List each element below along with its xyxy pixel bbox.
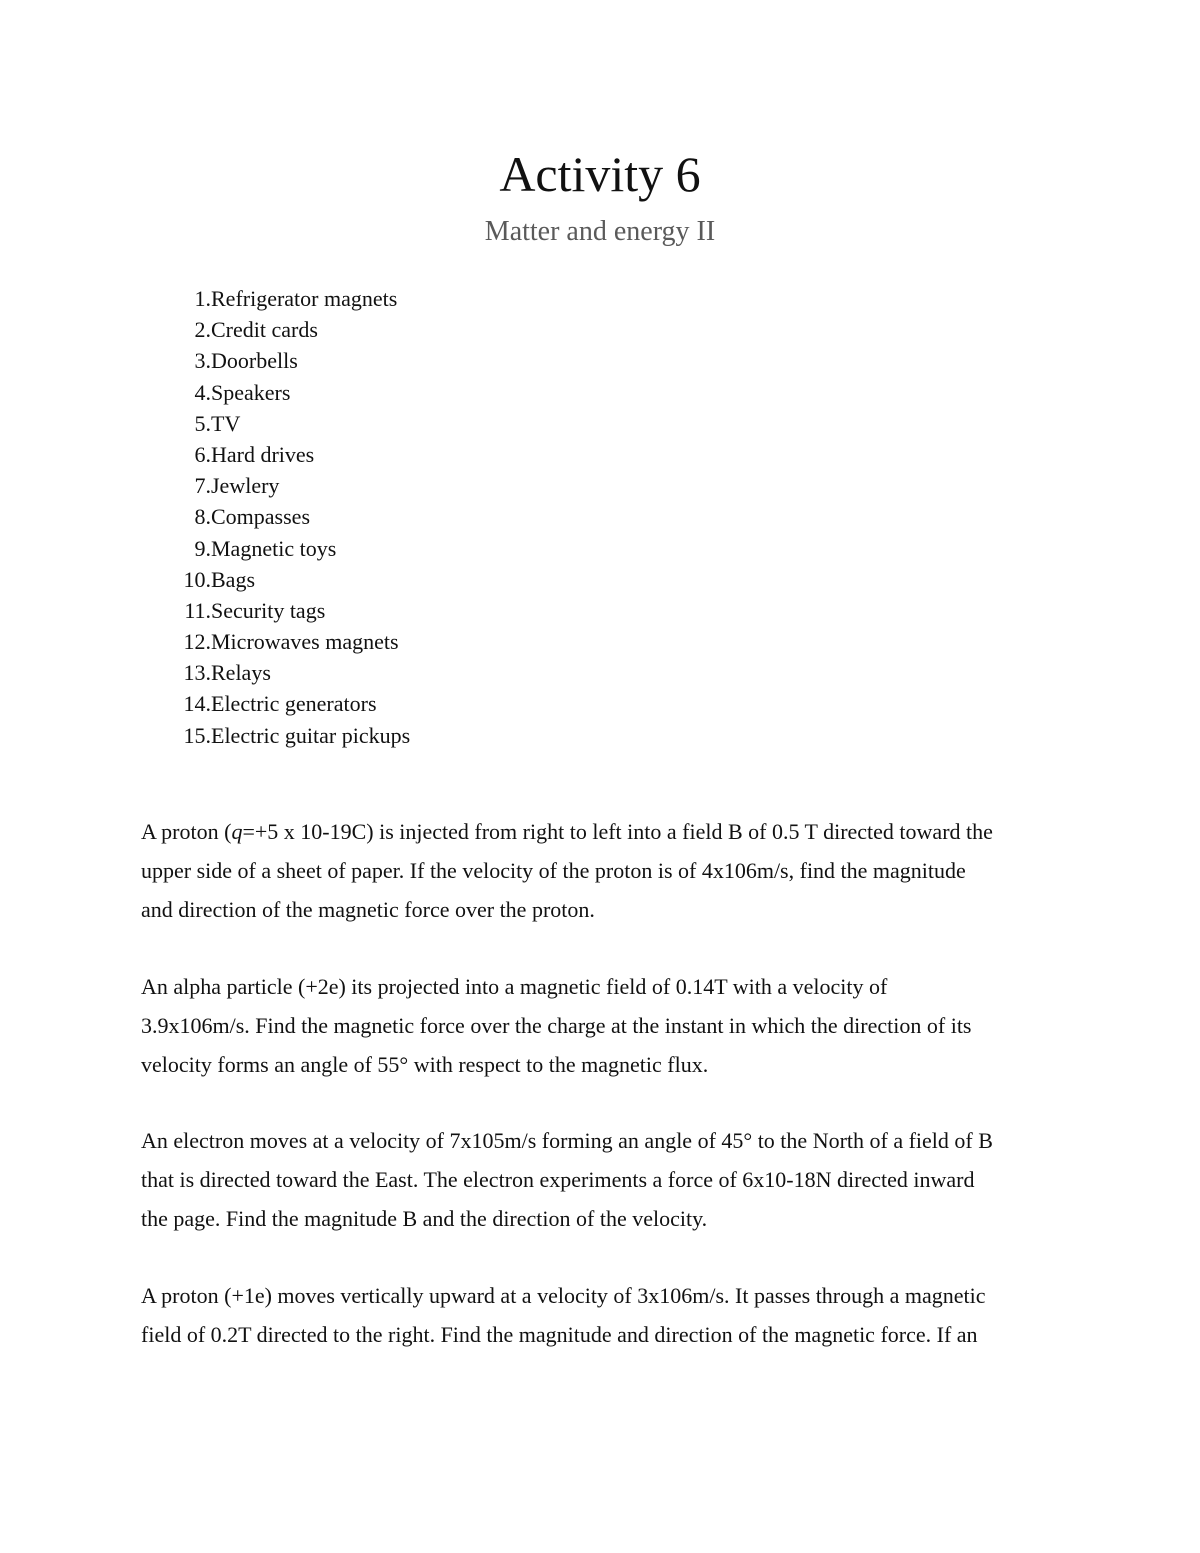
list-item [165,501,410,532]
list-item-number: 4. [194,379,211,405]
list-item-number: 3. [194,348,211,374]
list-item-text: Electric guitar pickups [211,722,411,748]
list-item-text: Speakers [211,379,291,405]
list-item [165,314,410,345]
problem-paragraph-proton [141,813,1071,929]
list-item [165,595,410,626]
paragraph-line: upper side of a sheet of paper. If the velocity of the proton is of 4x106m/s, find the magnitude [141,857,966,883]
list-item [165,283,410,314]
list-item-number: 2. [194,317,211,343]
paragraph-line: An alpha particle (+2e) its projected into a magnetic field of 0.14T with a velocity of [141,974,888,999]
list-item-number: 13. [183,660,211,686]
list-item-text: Bags [211,566,255,592]
list-item-number: 8. [194,504,211,530]
paragraph-line [141,813,1071,852]
problem-paragraph-electron [141,1122,1071,1238]
list-item-number: 7. [194,473,211,499]
list-item [165,657,410,688]
list-item-number: 6. [194,441,211,467]
list-item-text: Magnetic toys [211,535,337,561]
problem-paragraph-proton-upward [141,1277,1071,1355]
page-subtitle: Matter and energy II [484,216,716,247]
list-item-number: 1. [194,286,211,311]
list-item [165,377,410,408]
problem-paragraph-alpha [141,968,1071,1084]
list-item [165,345,410,376]
list-item-text: Credit cards [211,317,318,343]
list-item-text: Electric generators [211,691,377,717]
list-item-text: Relays [211,660,271,686]
list-item-text: Compasses [211,504,310,530]
list-item-text: Microwaves magnets [211,629,399,655]
list-item-number: 14. [183,691,211,717]
paragraph-line: velocity forms an angle of 55° with respect to the magnetic flux. [141,1051,709,1077]
list-item [165,626,410,657]
list-item-number: 12. [183,629,211,655]
list-item-number: 5. [194,410,211,436]
list-item-text: Refrigerator magnets [211,286,398,311]
list-item-number: 10. [183,566,211,592]
list-item [165,439,410,470]
list-item [165,720,410,751]
list-item [165,408,410,439]
list-item [165,533,410,564]
paragraph-line: that is directed toward the East. The electron experiments a force of 6x10-18N directed inward [141,1166,975,1192]
paragraph-line: A proton (+1e) moves vertically upward at a velocity of 3x106m/s. It passes through a magnetic [141,1283,986,1308]
list-item-number: 11. [184,597,211,623]
list-item [165,470,410,501]
magnet-uses-list [165,283,410,751]
italic-charge-symbol: q [231,819,243,844]
paragraph-line: field of 0.2T directed to the right. Find the magnitude and direction of the magnetic force. If an [141,1321,978,1347]
list-item-text: TV [211,410,241,436]
list-item-text: Hard drives [211,441,315,467]
paragraph-line: the page. Find the magnitude B and the direction of the velocity. [141,1205,708,1231]
list-item-text: Security tags [211,597,326,623]
paragraph-line: An electron moves at a velocity of 7x105m/s forming an angle of 45° to the North of a field of B [141,1128,993,1153]
paragraph-line: 3.9x106m/s. Find the magnetic force over the charge at the instant in which the direction of its [141,1012,972,1038]
list-item-number: 9. [194,535,211,561]
list-item-number: 15. [183,722,211,748]
text-run: A proton ( [141,819,232,844]
list-item [165,564,410,595]
text-run: =+5 x 10-19C) is injected from right to left into a field B of 0.5 T directed toward the [242,819,993,844]
list-item-text: Jewlery [211,473,280,499]
list-item-text: Doorbells [211,348,298,374]
page-title: Activity 6 [499,146,701,202]
list-item [165,688,410,719]
paragraph-line: and direction of the magnetic force over the proton. [141,896,595,922]
